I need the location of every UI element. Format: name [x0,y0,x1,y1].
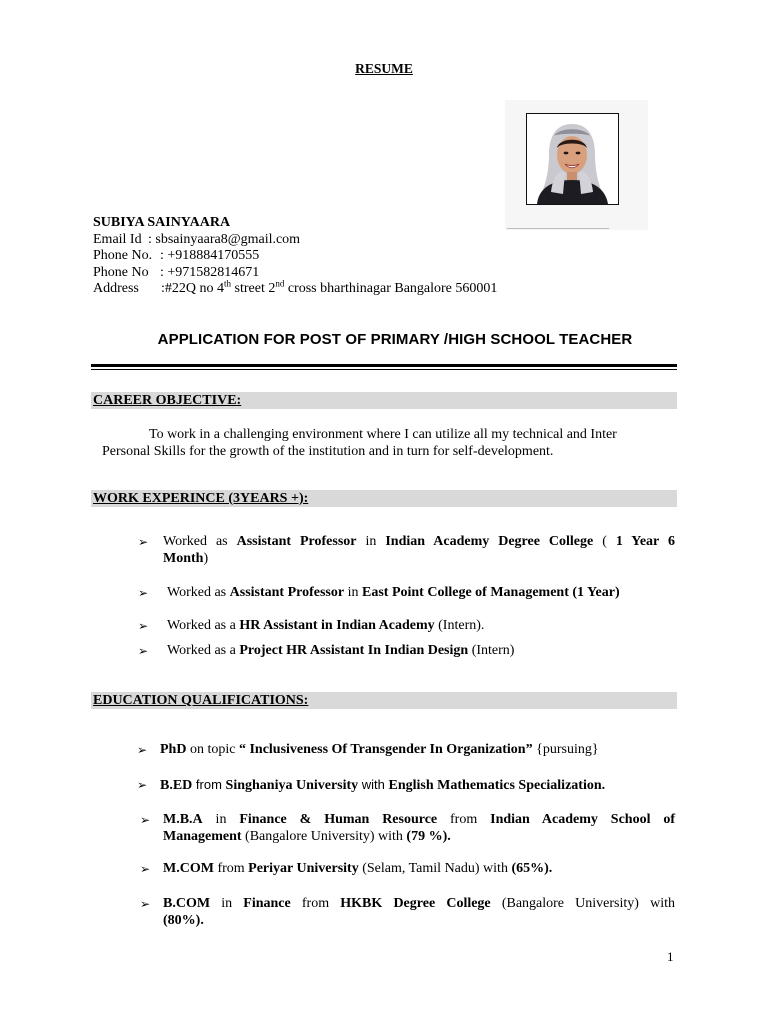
work-experience-section [91,490,677,507]
list-item: PhD on topic “ Inclusiveness Of Transgender In Organization” {pursuing} [160,742,599,757]
email-label: Email Id [93,232,142,247]
address-label: Address [93,281,139,296]
list-item: Worked as Assistant Professor in Indian Academy Degree College ( 1 Year 6 Month) [163,534,675,566]
list-item: Worked as a Project HR Assistant In Indian Design (Intern) [167,643,515,658]
phone-value: : +971582814671 [160,265,260,280]
email-value: : sbsainyaara8@gmail.com [148,232,301,247]
signature-line [507,228,609,229]
arrow-bullet-icon: ➢ [137,743,148,757]
arrow-bullet-icon: ➢ [138,619,149,633]
arrow-bullet-icon: ➢ [140,897,151,911]
page-number: 1 [667,949,674,964]
phone-label: Phone No [93,265,149,280]
person-portrait-icon [527,114,618,204]
arrow-bullet-icon: ➢ [137,778,148,792]
education-section [91,692,677,709]
application-heading: APPLICATION FOR POST OF PRIMARY /HIGH SCHOOL TEACHER [157,331,633,348]
list-item: M.B.A in Finance & Human Resource from Indian Academy School of Management (Bangalore University) with (79 %). [163,812,676,844]
resume-title: RESUME [355,61,413,76]
section-title: WORK EXPERINCE (3YEARS +): [93,491,309,506]
section-title: EDUCATION QUALIFICATIONS: [93,693,309,708]
objective-text: To work in a challenging environment where I can utilize all my technical and Inter [149,427,617,442]
list-item: B.COM in Finance from HKBK Degree College (Bangalore University) with (80%). [163,896,675,928]
email-row [93,232,300,248]
phone-row-2 [93,265,259,281]
phone-label: Phone No. [93,248,153,263]
list-item: Worked as a HR Assistant in Indian Academy (Intern). [167,618,485,633]
phone-row-1 [93,248,259,264]
list-item: B.ED from Singhaniya University with English Mathematics Specialization. [160,777,606,793]
candidate-name: SUBIYA SAINYAARA [93,215,231,230]
arrow-bullet-icon: ➢ [138,644,149,658]
section-title: CAREER OBJECTIVE: [93,393,242,408]
arrow-bullet-icon: ➢ [140,862,151,876]
career-objective-section [91,392,677,409]
arrow-bullet-icon: ➢ [138,586,149,600]
phone-value: : +918884170555 [160,248,260,263]
address-row [93,278,498,297]
objective-text: Personal Skills for the growth of the institution and in turn for self-development. [102,444,554,459]
arrow-bullet-icon: ➢ [140,813,151,827]
address-value: :#22Q no 4th street 2nd cross bharthinagar Bangalore 560001 [161,278,498,296]
profile-photo [526,113,619,205]
heading-rule [91,369,677,370]
list-item: M.COM from Periyar University (Selam, Tamil Nadu) with (65%). [163,861,553,876]
heading-rule [91,364,677,367]
arrow-bullet-icon: ➢ [138,535,149,549]
list-item: Worked as Assistant Professor in East Point College of Management (1 Year) [167,585,620,600]
